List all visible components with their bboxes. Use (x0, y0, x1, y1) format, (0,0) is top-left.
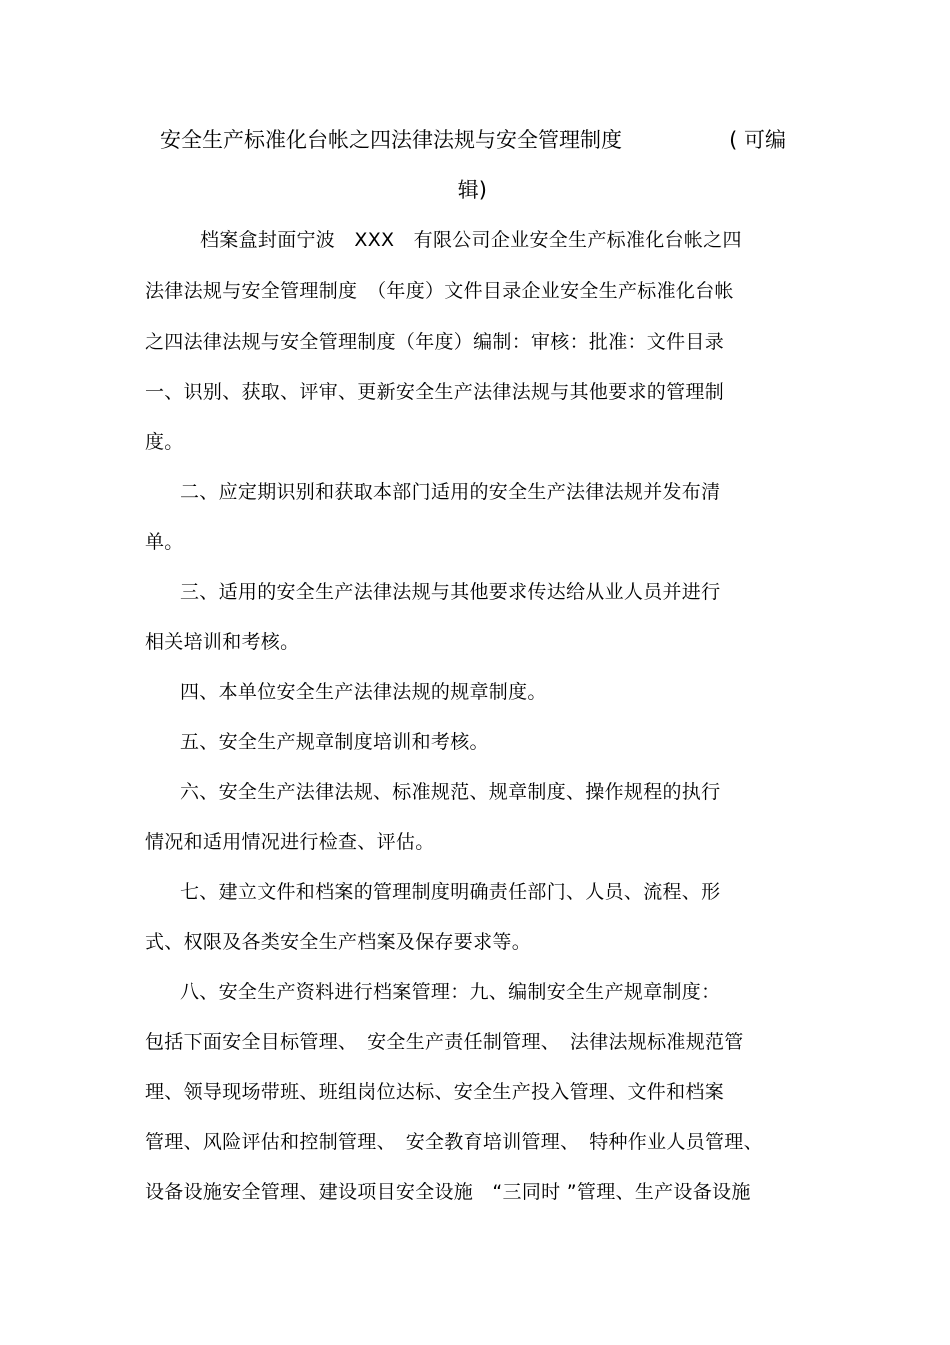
document-title-line-2 (145, 165, 797, 215)
body-line: 理、领导现场带班、班组岗位达标、安全生产投入管理、文件和档案 (145, 1081, 725, 1103)
body-line: 二、应定期识别和获取本部门适用的安全生产法律法规并发布清 (180, 481, 721, 503)
document-title-continuation: 辑) (457, 178, 487, 202)
document-title-suffix: ( 可编 (729, 128, 786, 152)
body-line: 设备设施安全管理、建设项目安全设施 “三同时 ”管理、生产设备设施 (145, 1181, 751, 1203)
body-line: 六、安全生产法律法规、标准规范、规章制度、操作规程的执行 (180, 781, 721, 803)
body-line: 包括下面安全目标管理、 安全生产责任制管理、 法律法规标准规范管 (145, 1031, 744, 1053)
document-title-main: 安全生产标准化台帐之四法律法规与安全管理制度 (160, 128, 622, 152)
body-line: 三、适用的安全生产法律法规与其他要求传达给从业人员并进行 (180, 581, 721, 603)
body-line: 八、安全生产资料进行档案管理：九、编制安全生产规章制度： (180, 981, 721, 1003)
document-title-line-1 (160, 115, 800, 165)
body-line: 式、权限及各类安全生产档案及保存要求等。 (145, 931, 532, 953)
body-line: 相关培训和考核。 (145, 631, 300, 653)
body-line: 之四法律法规与安全管理制度（年度）编制：审核：批准：文件目录 (145, 331, 725, 353)
body-line: 四、本单位安全生产法律法规的规章制度。 (180, 681, 547, 703)
body-line: 五、安全生产规章制度培训和考核。 (180, 731, 489, 753)
body-line: 档案盒封面宁波 XXX 有限公司企业安全生产标准化台帐之四 (200, 229, 742, 251)
body-line: 一、识别、获取、评审、更新安全生产法律法规与其他要求的管理制 (145, 381, 725, 403)
body-line: 管理、风险评估和控制管理、 安全教育培训管理、 特种作业人员管理、 (145, 1131, 763, 1153)
body-line: 度。 (145, 431, 184, 453)
body-line: 单。 (145, 531, 184, 553)
body-line: 法律法规与安全管理制度 （年度）文件目录企业安全生产标准化台帐 (145, 280, 734, 302)
body-line: 情况和适用情况进行检查、评估。 (145, 831, 435, 853)
body-line: 七、建立文件和档案的管理制度明确责任部门、人员、流程、形 (180, 881, 721, 903)
